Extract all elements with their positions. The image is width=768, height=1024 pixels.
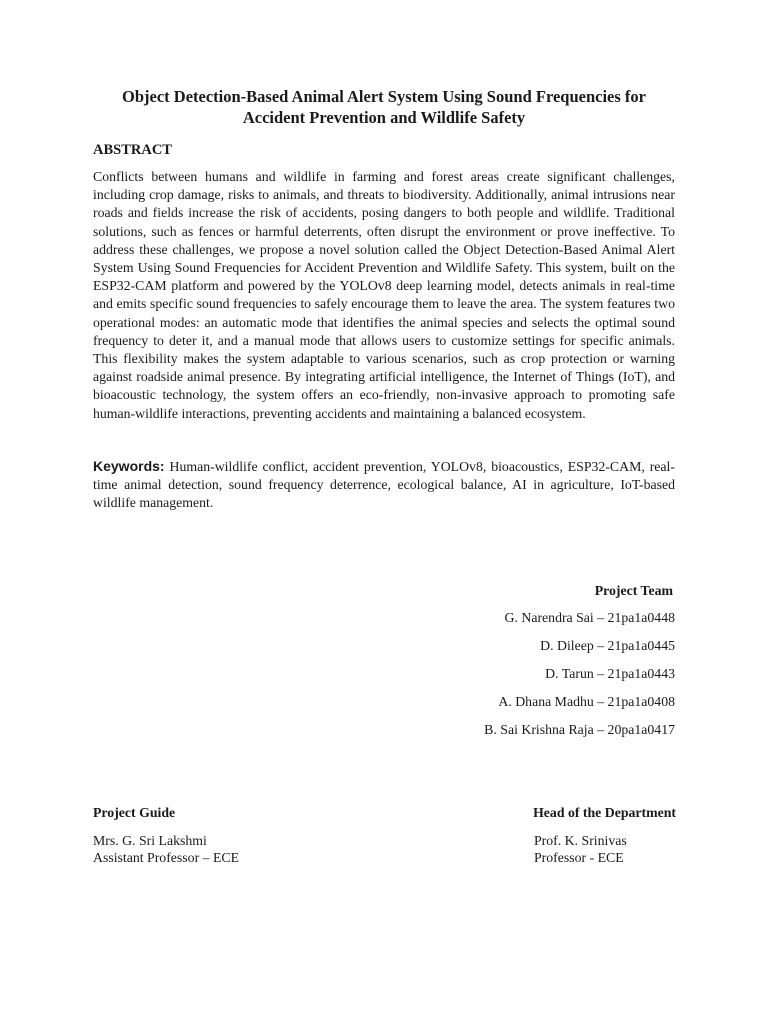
team-member: B. Sai Krishna Raja – 20pa1a0417 [484,722,675,737]
abstract-body: Conflicts between humans and wildlife in farming and forest areas create significant challenges, including crop damage, risks to animals, and threats to biodiversity. Additionally, animal intrusions near roads and fields increase the risk of accidents, posing dangers to both people and wildlife. Traditional solutions, such as fences or harmful deterrents, often disrupt the environment or prove ineffective. To address these challenges, we propose a novel solution called the Object Detection-Based Animal Alert System Using Sound Frequencies for Accident Prevention and Wildlife Safety. This system, built on the ESP32-CAM platform and powered by the YOLOv8 deep learning model, detects animals in real-time and emits specific sound frequencies to safely encourage them to leave the area. The system features two operational modes: an automatic mode that identifies the animal species and selects the optimal sound frequency to deter it, and a manual mode that allows users to customize settings for specific animals. This flexibility makes the system adaptable to various scenarios, such as crop protection or warning against roadside animal presence. By integrating artificial intelligence, the Internet of Things (IoT), and bioacoustic technology, the system offers an eco-friendly, non-invasive approach to promoting safe human-wildlife interactions, preventing accidents and maintaining a balanced ecosystem. [93,169,675,421]
team-member: D. Tarun – 21pa1a0443 [545,666,675,681]
project-team-block [484,582,675,749]
hod-designation: Professor - ECE [534,850,624,865]
abstract-heading: ABSTRACT [93,142,172,158]
hod-name: Prof. K. Srinivas [534,833,627,848]
hod-heading: Head of the Department [533,805,676,820]
project-guide-block [93,804,239,866]
project-team-heading: Project Team [594,583,673,598]
document-title [93,86,675,128]
project-guide-designation: Assistant Professor – ECE [93,850,240,865]
project-guide-heading: Project Guide [93,805,176,820]
title-line-1: Object Detection-Based Animal Alert System Using Sound Frequencies for [122,87,646,106]
project-guide-name: Mrs. G. Sri Lakshmi [93,833,207,848]
keywords-paragraph [93,457,675,513]
keywords-text: Human-wildlife conflict, accident prevention, YOLOv8, bioacoustics, ESP32-CAM, real-time animal detection, sound frequency deterrence, ecological balance, AI in agriculture, IoT-based wildlife management. [93,458,675,511]
title-line-2: Accident Prevention and Wildlife Safety [242,108,526,127]
team-member: A. Dhana Madhu – 21pa1a0408 [498,694,675,709]
hod-block [510,804,680,866]
team-member: G. Narendra Sai – 21pa1a0448 [504,610,675,625]
document-page [93,86,676,865]
keywords-label: Keywords: [93,457,165,474]
team-member: D. Dileep – 21pa1a0445 [540,638,675,653]
